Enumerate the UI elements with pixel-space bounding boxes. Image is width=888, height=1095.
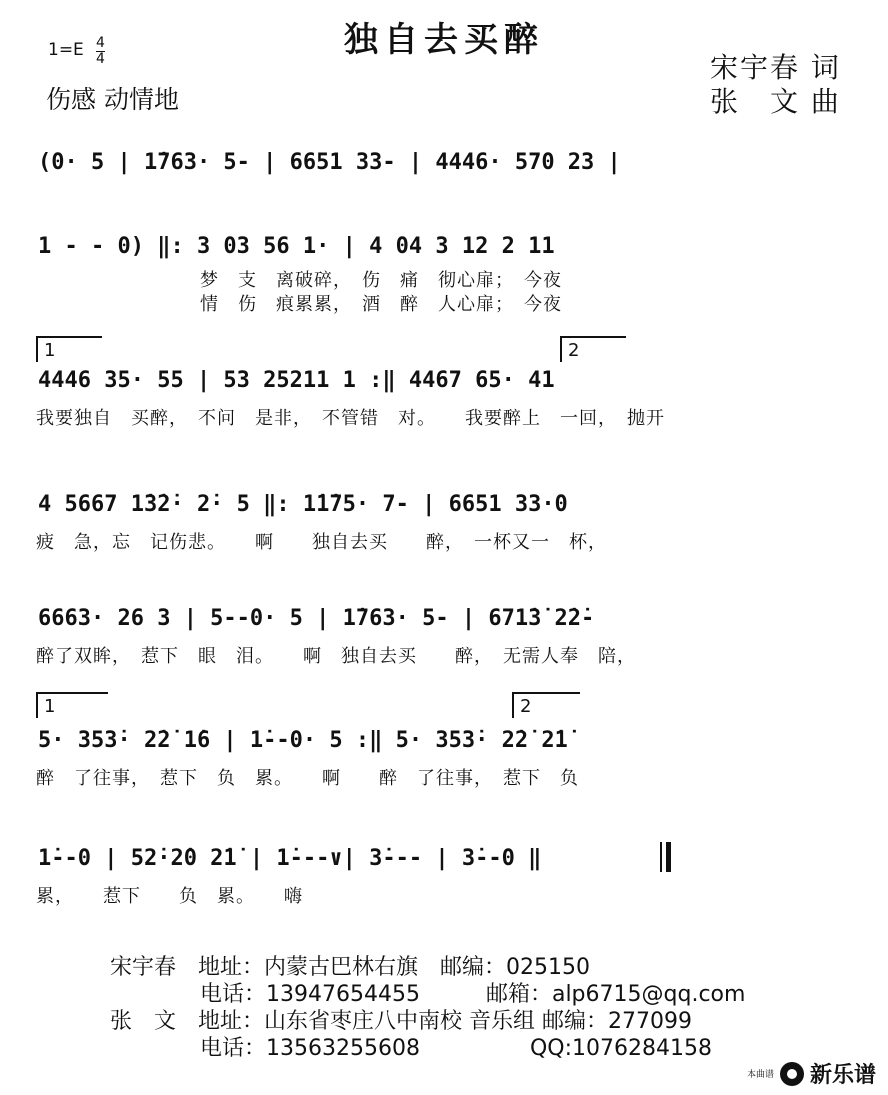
- lyrics-line-6: 醉 了往事， 惹下 负 累。 啊 醉 了往事， 惹下 负: [36, 768, 579, 789]
- key-signature: 1=E: [48, 40, 84, 60]
- final-barline-thick: [666, 842, 671, 872]
- volta-bracket-1: 1: [36, 336, 102, 362]
- footer-row-2: 电话：13947654455 邮箱：alp6715@qq.com: [200, 982, 746, 1007]
- score-line-6: 5· 353̇· 2̇2̇ 1̇6 | 1̇--0· 5 :‖ 5· 353̇· 2̇2̇ 2̇1̇: [38, 728, 568, 753]
- lyrics-line-2-verse-2: 情 伤 痕累累， 酒 醉 人心扉； 今夜: [200, 294, 562, 315]
- meter-bottom: 4: [96, 51, 105, 67]
- lyricist-credit: 宋宇春 词: [710, 51, 841, 84]
- watermark-brand: 新乐谱: [809, 1063, 876, 1088]
- lyrics-line-2-verse-1: 梦 支 离破碎， 伤 痛 彻心扉； 今夜: [200, 270, 562, 291]
- tempo-marking: 伤感 动情地: [46, 85, 179, 114]
- volta-bracket-2: 2: [560, 336, 626, 362]
- watermark-logo: [747, 1058, 876, 1089]
- footer-row-4: 电话：13563255608 QQ:1076284158: [200, 1036, 712, 1061]
- final-barline-thin: [660, 842, 662, 872]
- lyrics-line-5: 醉了双眸， 惹下 眼 泪。 啊 独自去买 醉， 无需人奉 陪，: [36, 646, 636, 667]
- footer-row-1: 宋宇春 地址：内蒙古巴林右旗 邮编：025150: [110, 955, 590, 980]
- lyrics-line-4: 疲 急，忘 记伤悲。 啊 独自去买 醉， 一杯又一 杯，: [36, 532, 607, 553]
- composer-credit: 张 文 曲: [710, 85, 841, 118]
- score-line-2: 1 - - 0) ‖: 3 03 56 1· | 4 04 3 12 2 11: [38, 234, 555, 259]
- meter-top: 4: [96, 35, 105, 51]
- lyrics-line-3: 我要独自 买醉， 不问 是非， 不管错 对。 我要醉上 一回， 抛开: [36, 408, 665, 429]
- score-line-4: 4 5667 1̇3̇2̇· 2̇· 5 ‖: 1̇1̇75· 7- | 6651 33·0: [38, 492, 568, 517]
- score-line-5: 6663· 26 3 | 5--0· 5 | 1̇763· 5- | 671̇3̇ 2̇2̇-: [38, 606, 595, 631]
- song-title: 独自去买醉: [344, 20, 544, 60]
- lyrics-line-7: 累， 惹下 负 累。 嗨: [36, 886, 303, 907]
- watermark-note: 本曲谱: [746, 1070, 774, 1080]
- score-line-7: 1̇--0 | 52̇·2̇0 2̇1̇ | 1̇---∨| 3̇--- | 3̇--0 ‖: [38, 846, 542, 871]
- score-line-3: 4446 35· 55 | 53 25211 1 :‖ 4467 65· 41: [38, 368, 555, 393]
- time-signature: [96, 36, 105, 67]
- record-icon: [780, 1062, 804, 1086]
- volta-bracket-2b: 2: [512, 692, 580, 718]
- score-line-1: (0· 5 | 1̇763· 5- | 6651 33- | 4446· 570 23 |: [38, 150, 621, 175]
- footer-row-3: 张 文 地址：山东省枣庄八中南校 音乐组 邮编：277099: [110, 1009, 692, 1034]
- volta-bracket-1b: 1: [36, 692, 108, 718]
